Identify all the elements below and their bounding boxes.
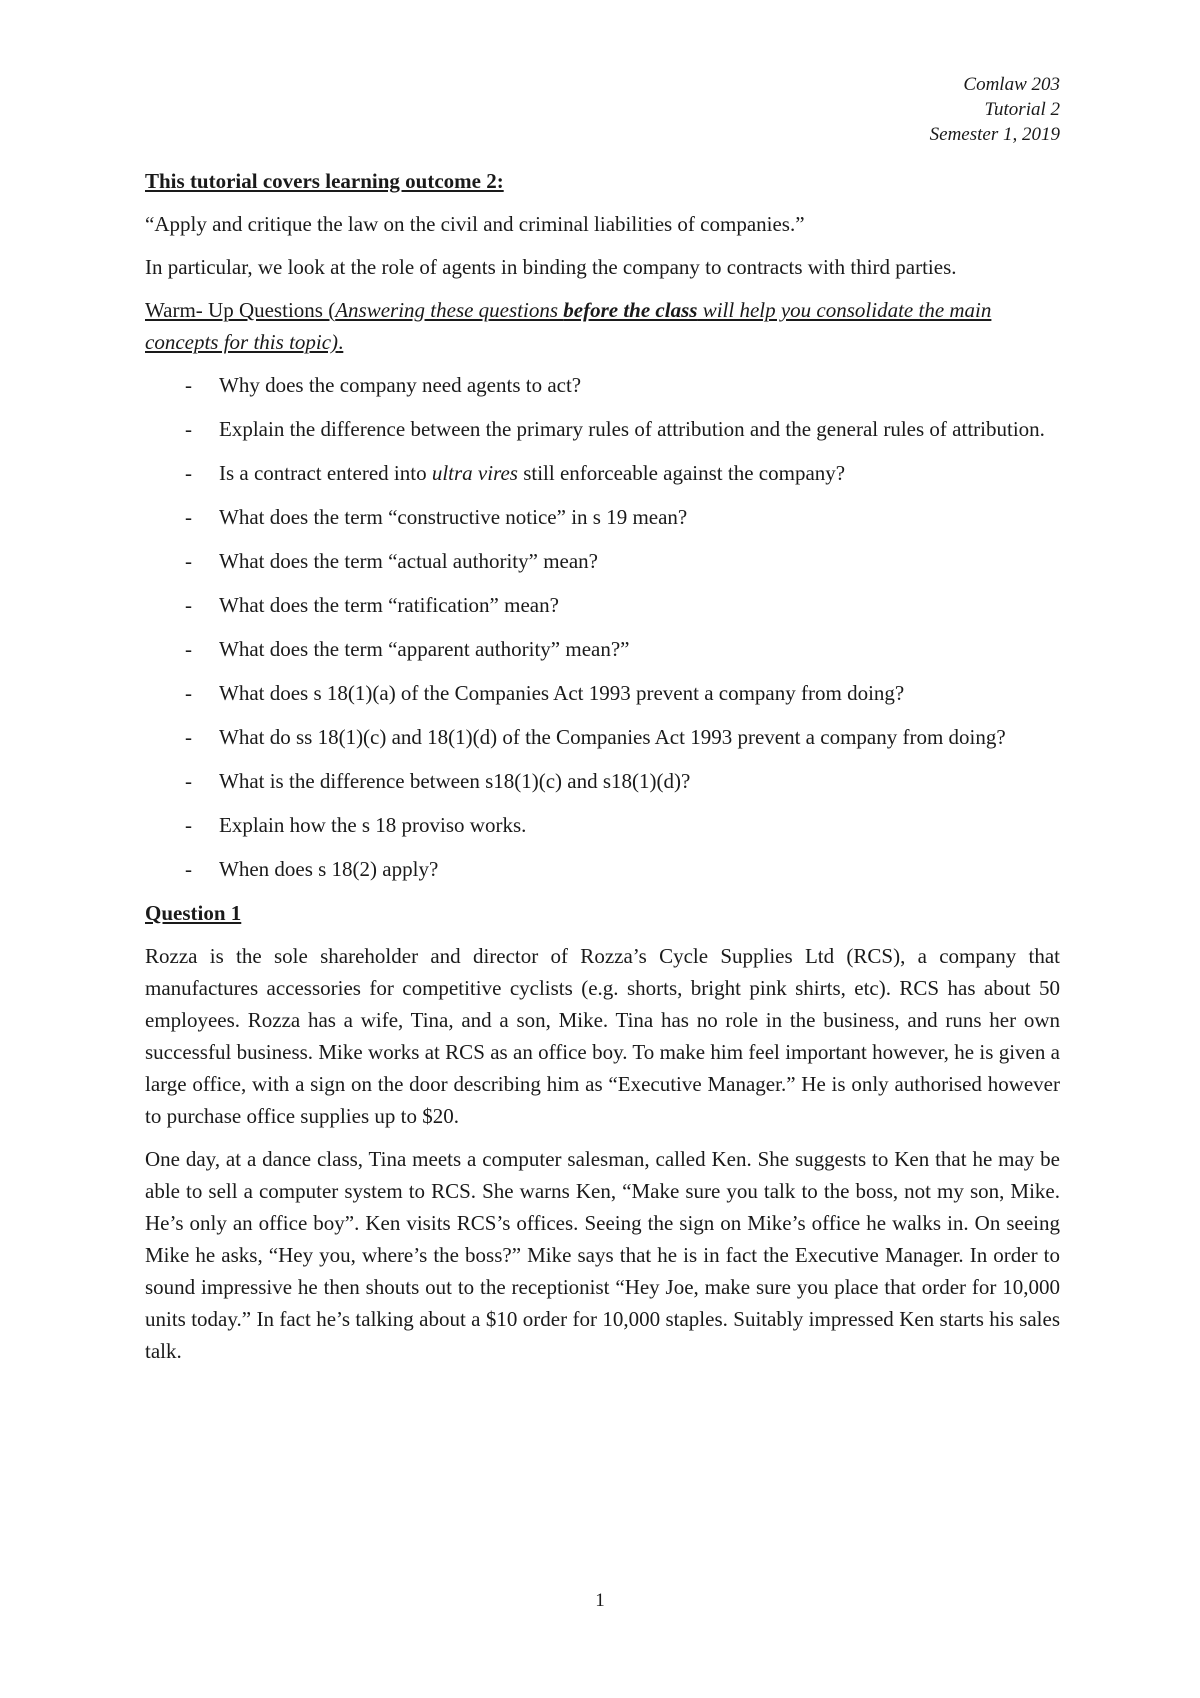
warmup-question-item [145, 721, 1060, 753]
tutorial-number: Tutorial 2 [984, 99, 1060, 120]
list-dash: - [185, 857, 192, 881]
question-text: What does the term “actual authority” mean? [219, 549, 598, 573]
warmup-question-item [145, 413, 1060, 445]
warmup-question-item [145, 545, 1060, 577]
question-text: Why does the company need agents to act? [219, 373, 582, 397]
warmup-bold: before the class [563, 298, 698, 322]
list-dash: - [185, 769, 192, 793]
question-1-paragraph-1: Rozza is the sole shareholder and director of Rozza’s Cycle Supplies Ltd (RCS), a company that manufactures accessories for competitive cyclists (e.g. shorts, bright pink shirts, etc). RCS has about 50 employees. Rozza has a wife, Tina, and a son, Mike. Tina has no role in the business, and runs her own successful business. Mike works at RCS as an office boy. To make him feel important however, he is given a large office, with a sign on the door describing him as “Executive Manager.” He is only authorised however to purchase office supplies up to $20. [145, 944, 1060, 1128]
warmup-end: . [338, 330, 344, 354]
question-text: ultra vires [431, 461, 518, 485]
question-text: What is the difference between s18(1)(c) and s18(1)(d)? [219, 769, 691, 793]
list-dash: - [185, 813, 192, 837]
warmup-question-item [145, 633, 1060, 665]
learning-outcome-heading: This tutorial covers learning outcome 2: [145, 169, 504, 193]
warmup-question-item [145, 809, 1060, 841]
warmup-question-item [145, 677, 1060, 709]
question-1-heading: Question 1 [145, 901, 242, 925]
warmup-question-item [145, 765, 1060, 797]
list-dash: - [185, 593, 192, 617]
warmup-question-item [145, 853, 1060, 885]
list-dash: - [185, 725, 192, 749]
warmup-question-list [145, 369, 1060, 885]
page-number: 1 [595, 1590, 605, 1611]
document-header [930, 72, 1060, 147]
question-text: What do ss 18(1)(c) and 18(1)(d) of the Companies Act 1993 prevent a company from doing? [219, 725, 1006, 749]
question-text: What does the term “apparent authority” mean?” [219, 637, 630, 661]
list-dash: - [185, 461, 192, 485]
course-code: Comlaw 203 [963, 74, 1060, 95]
warmup-italic-1: Answering these questions [335, 298, 564, 322]
warmup-lead: Warm- Up Questions ( [145, 298, 336, 322]
question-text: What does s 18(1)(a) of the Companies Act 1993 prevent a company from doing? [219, 681, 905, 705]
intro-paragraph: In particular, we look at the role of agents in binding the company to contracts with third parties. [145, 255, 957, 279]
warmup-question-item [145, 589, 1060, 621]
question-text: Is a contract entered into [219, 461, 432, 485]
question-1-paragraph-2: One day, at a dance class, Tina meets a computer salesman, called Ken. She suggests to Ken that he may be able to sell a computer system to RCS. She warns Ken, “Make sure you talk to the boss, not my son, Mike. He’s only an office boy”. Ken visits RCS’s offices. Seeing the sign on Mike’s office he walks in. On seeing Mike he asks, “Hey you, where’s the boss?” Mike says that he is in fact the Executive Manager. In order to sound impressive he then shouts out to the receptionist “Hey Joe, make sure you place that order for 10,000 units today.” In fact he’s talking about a $10 order for 10,000 staples. Suitably impressed Ken starts his sales talk. [145, 1147, 1060, 1363]
question-text: What does the term “constructive notice” in s 19 mean? [219, 505, 688, 529]
question-text: Explain the difference between the primary rules of attribution and the general rules of attribution. [219, 417, 1045, 441]
list-dash: - [185, 373, 192, 397]
question-text: When does s 18(2) apply? [219, 857, 439, 881]
question-text: still enforceable against the company? [517, 461, 846, 485]
list-dash: - [185, 681, 192, 705]
semester-label: Semester 1, 2019 [929, 124, 1060, 145]
warmup-heading [145, 294, 1060, 358]
learning-outcome-quote: “Apply and critique the law on the civil and criminal liabilities of companies.” [145, 212, 805, 236]
list-dash: - [185, 549, 192, 573]
list-dash: - [185, 637, 192, 661]
question-text: What does the term “ratification” mean? [219, 593, 559, 617]
warmup-question-item [145, 369, 1060, 401]
warmup-question-item [145, 457, 1060, 489]
list-dash: - [185, 505, 192, 529]
question-text: Explain how the s 18 proviso works. [219, 813, 527, 837]
warmup-question-item [145, 501, 1060, 533]
document-body [145, 165, 1060, 1378]
warmup-italic-2: will help you consolidate the main concepts for this topic) [145, 298, 992, 354]
list-dash: - [185, 417, 192, 441]
